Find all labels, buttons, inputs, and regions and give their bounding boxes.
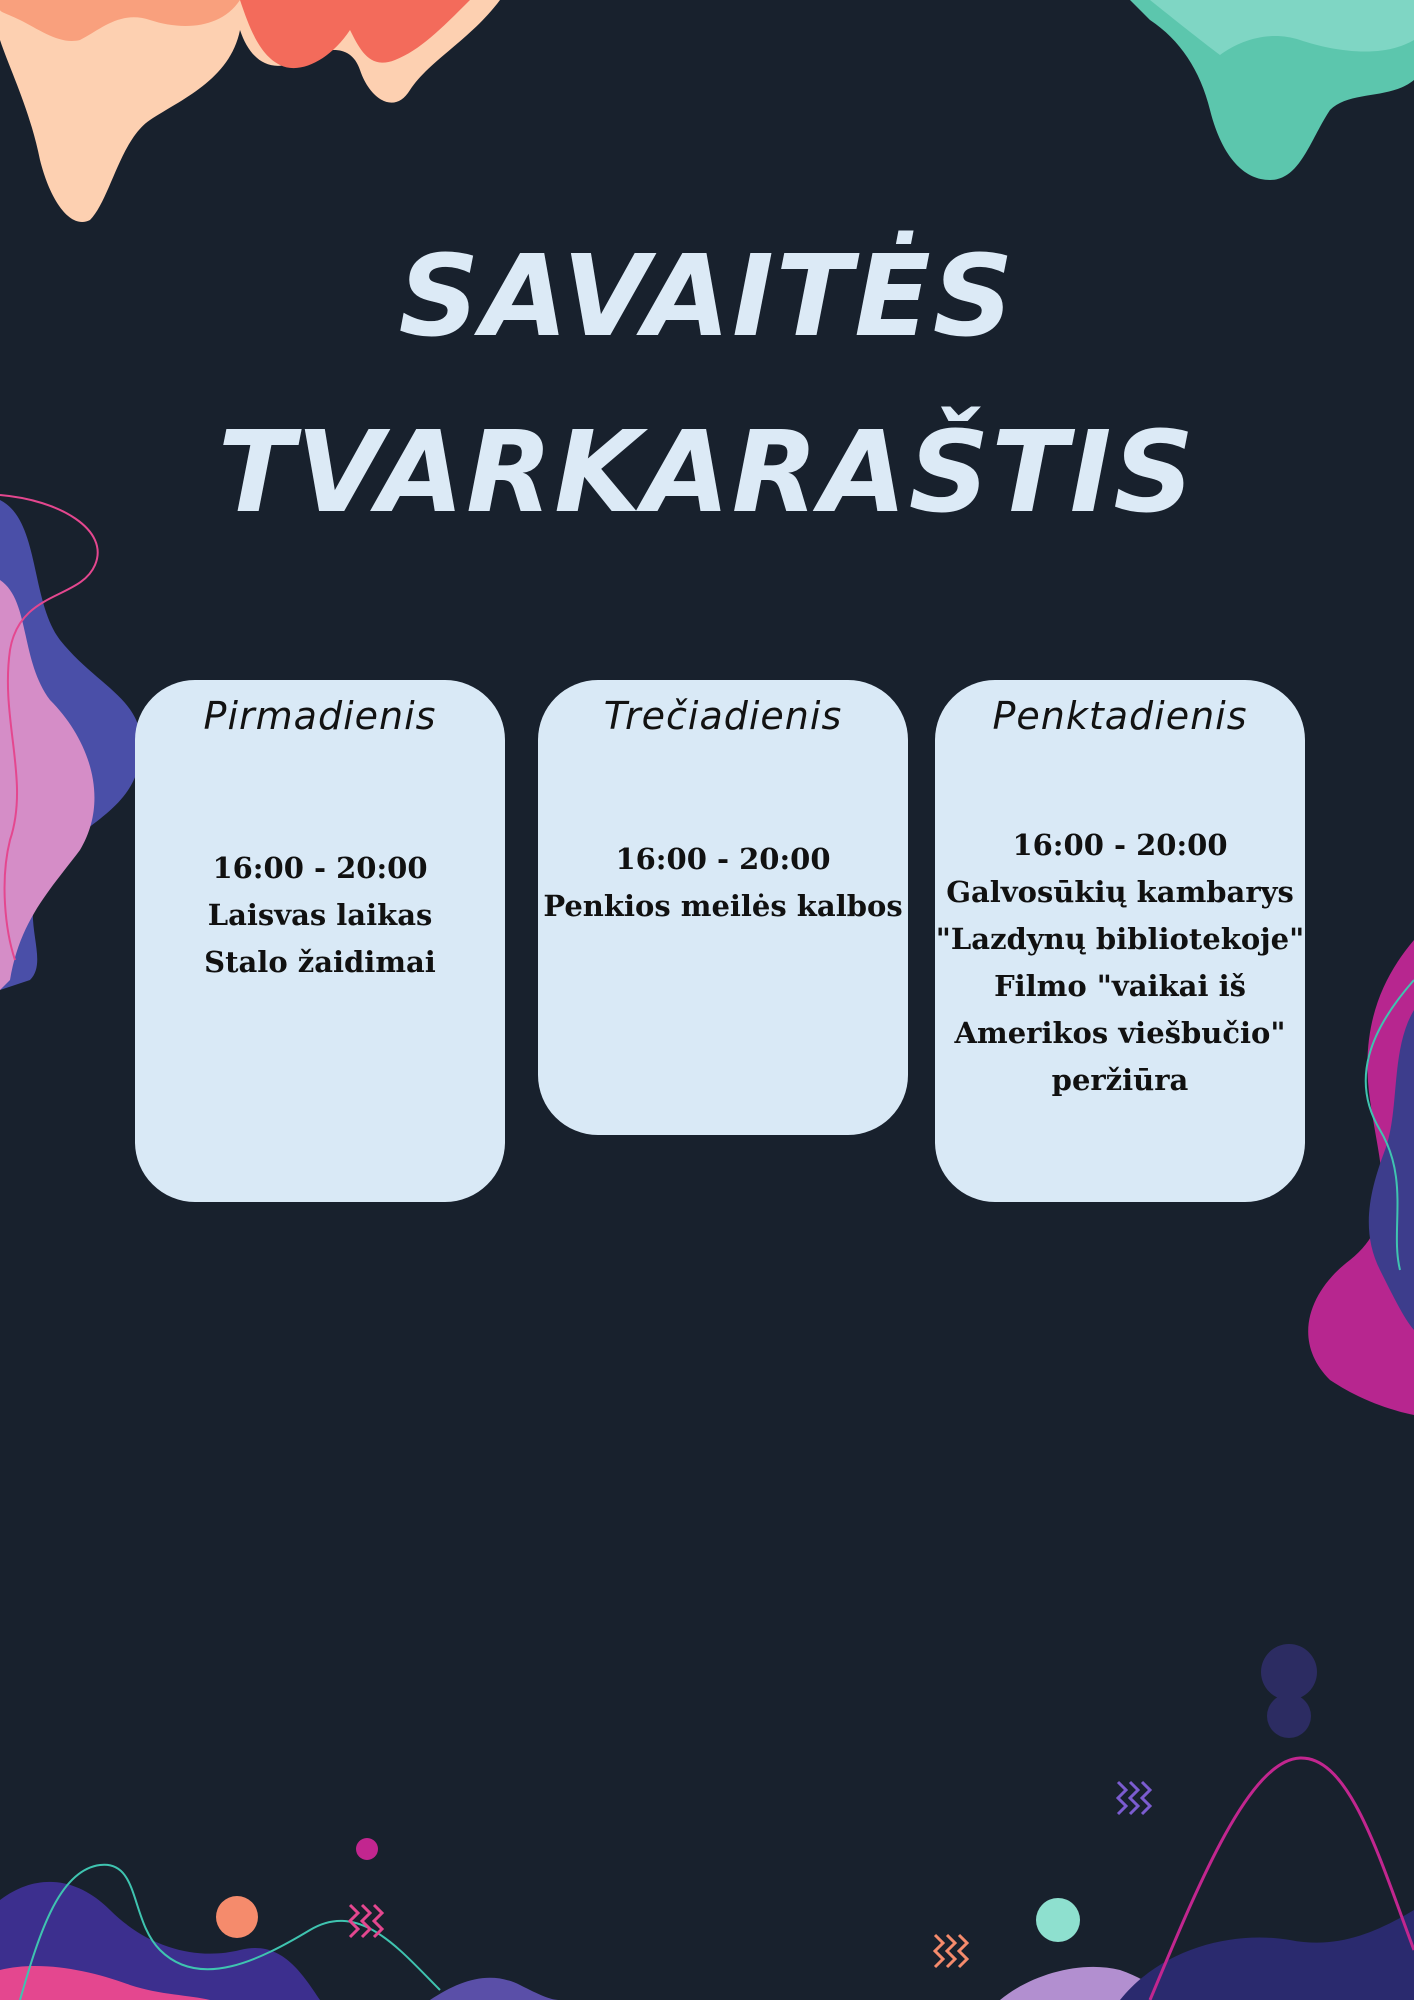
- activity-line: Stalo žaidimai: [204, 945, 436, 979]
- squiggle-salmon: [935, 1935, 967, 1967]
- day-schedule: [135, 845, 505, 986]
- squiggle-purple: [1118, 1782, 1150, 1814]
- bottom-right-blob-lilac: [1000, 1967, 1180, 2000]
- dot-navy-top: [1261, 1644, 1317, 1700]
- time-range: 16:00 - 20:00: [212, 851, 428, 885]
- bottom-mid-blob: [430, 1978, 560, 2000]
- drip-shape-red: [240, 0, 470, 68]
- day-name: Penktadienis: [992, 694, 1248, 738]
- dot-magenta: [356, 1838, 378, 1860]
- activity-line: peržiūra: [1051, 1063, 1189, 1097]
- day-card-friday: [935, 680, 1305, 1202]
- right-blob-indigo: [1369, 1010, 1414, 1330]
- right-line-teal: [1366, 980, 1414, 1270]
- drip-shape-teal: [1130, 0, 1414, 180]
- bottom-left-blob: [0, 1882, 320, 2000]
- activity-line: "Lazdynų bibliotekoje": [935, 922, 1305, 956]
- dot-teal: [1036, 1898, 1080, 1942]
- day-schedule: [935, 822, 1305, 1104]
- drip-shape-peach: [0, 0, 240, 41]
- dot-navy-bottom: [1267, 1694, 1311, 1738]
- time-range: 16:00 - 20:00: [1012, 828, 1228, 862]
- drip-shape-teal-light: [1150, 0, 1414, 55]
- activity-line: Laisvas laikas: [207, 898, 433, 932]
- activity-line: Galvosūkių kambarys: [946, 875, 1294, 909]
- day-card-wednesday: [538, 680, 908, 1135]
- activity-line: Amerikos viešbučio": [954, 1016, 1286, 1050]
- squiggle-pink-left: [350, 1905, 382, 1937]
- time-range: 16:00 - 20:00: [615, 842, 831, 876]
- left-blob-blue: [0, 500, 141, 990]
- day-name: Trečiadienis: [603, 694, 843, 738]
- drip-shape-orange: [0, 0, 500, 222]
- bottom-right-blob-indigo: [1120, 1910, 1414, 2000]
- page-title-line1: SAVAITĖS: [398, 232, 1016, 362]
- activity-line: Penkios meilės kalbos: [543, 889, 903, 923]
- day-card-monday: [135, 680, 505, 1202]
- bottom-left-blob-pink: [0, 1966, 210, 2000]
- activity-line: Filmo "vaikai iš: [994, 969, 1246, 1003]
- page-title-line2: TVARKARAŠTIS: [217, 408, 1197, 538]
- day-schedule: [538, 836, 908, 930]
- left-line-pink: [0, 495, 98, 960]
- bottom-right-arc-magenta: [1150, 1758, 1414, 2000]
- right-blob-magenta: [1308, 940, 1414, 1415]
- day-name: Pirmadienis: [203, 694, 437, 738]
- bottom-left-line-teal: [20, 1865, 440, 2000]
- left-blob-pink: [0, 580, 94, 990]
- dot-salmon: [216, 1896, 258, 1938]
